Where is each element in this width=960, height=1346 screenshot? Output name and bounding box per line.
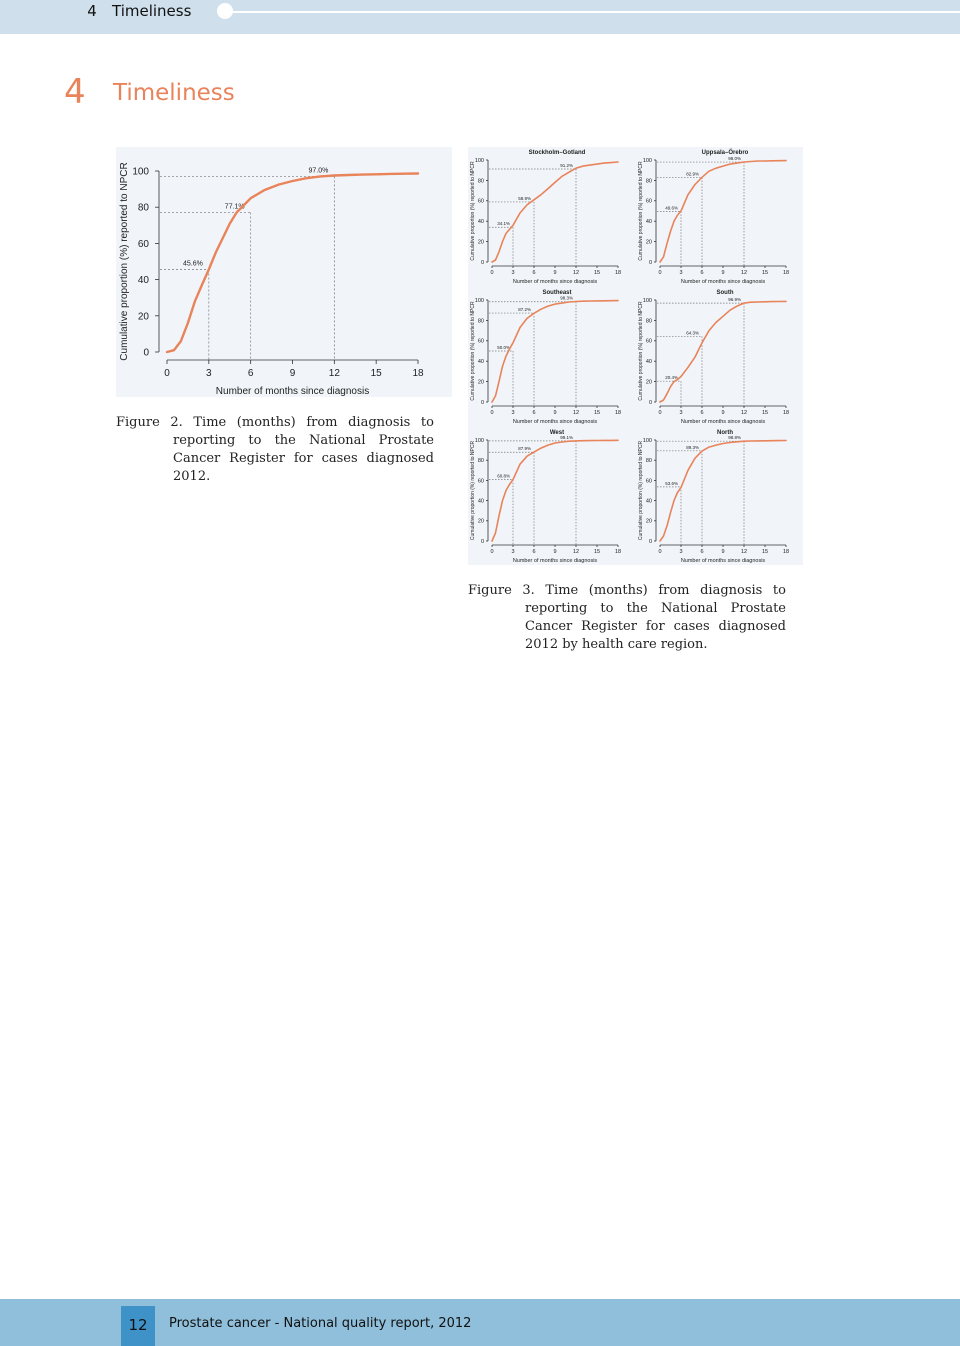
- south-annotation-label: 64.3%: [686, 330, 699, 336]
- south-y-tick-label: 40: [645, 359, 652, 366]
- national-x-tick-label: 9: [289, 368, 296, 379]
- stockholm-gotland-x-tick-label: 0: [490, 270, 494, 276]
- stockholm-gotland-x-tick-label: 18: [614, 270, 622, 276]
- southeast-chart-title: Southeast: [542, 290, 572, 296]
- stockholm-gotland-series-line: [492, 162, 618, 262]
- south-chart-title: South: [716, 290, 734, 296]
- southeast-x-axis-label: Number of months since diagnosis: [512, 419, 598, 425]
- uppsala-orebro-x-tick-label: 15: [761, 270, 769, 276]
- stockholm-gotland-annotation-label: 58.9%: [518, 195, 531, 201]
- south-chart: [638, 290, 789, 425]
- south-annotation-label: 20.4%: [665, 375, 678, 381]
- west-y-tick-label: 20: [477, 518, 484, 525]
- chapter-title: Timeliness: [113, 80, 235, 106]
- west-chart-title: West: [549, 430, 565, 436]
- west-x-tick-label: 6: [532, 549, 536, 555]
- southeast-x-tick-label: 15: [593, 410, 601, 416]
- stockholm-gotland-x-axis-label: Number of months since diagnosis: [512, 279, 598, 285]
- south-x-tick-label: 15: [761, 410, 769, 416]
- north-chart-title: North: [717, 430, 733, 436]
- stockholm-gotland-x-tick-label: 15: [593, 270, 601, 276]
- north-y-tick-label: 100: [642, 437, 652, 444]
- west-annotation-label: 87.9%: [518, 446, 531, 452]
- southeast-annotation-label: 50.0%: [497, 345, 510, 350]
- page-number: 12: [121, 1306, 155, 1346]
- north-x-tick-label: 12: [740, 549, 748, 555]
- national-x-tick-label: 12: [328, 368, 340, 379]
- south-y-tick-label: 20: [645, 379, 652, 386]
- south-y-tick-label: 100: [642, 297, 652, 304]
- west-x-tick-label: 9: [553, 549, 557, 555]
- west-x-tick-label: 18: [614, 549, 622, 555]
- west-x-tick-label: 3: [511, 549, 515, 555]
- uppsala-orebro-y-axis-label: Cumulative proportion (%) reported to NPCR: [638, 161, 644, 261]
- figure2-caption-text: Time (months) from diagnosis to reporting to the National Prostate Cancer Register for cases diagnosed 2012.: [173, 415, 434, 484]
- uppsala-orebro-x-tick-label: 9: [721, 270, 725, 276]
- stockholm-gotland-x-tick-label: 9: [553, 270, 557, 276]
- national-x-tick-label: 18: [412, 368, 424, 379]
- national-y-tick-label: 60: [137, 238, 149, 250]
- southeast-chart: [470, 290, 621, 425]
- southeast-y-tick-label: 20: [477, 379, 484, 386]
- uppsala-orebro-y-tick-label: 100: [642, 157, 652, 164]
- uppsala-orebro-annotation-label: 82.9%: [686, 171, 699, 177]
- national-annotation-label: 77.1%: [224, 203, 245, 211]
- north-annotation-label: 98.8%: [728, 435, 741, 441]
- west-series-line: [492, 440, 618, 541]
- figure3-label: Figure 3.: [468, 583, 535, 598]
- north-annotation-label: 89.3%: [686, 444, 699, 450]
- southeast-y-tick-label: 60: [477, 338, 484, 345]
- north-series-line: [660, 441, 786, 542]
- south-y-tick-label: 60: [645, 338, 652, 345]
- figure3-caption: [468, 582, 786, 654]
- north-y-axis-label: Cumulative proportion (%) reported to NPCR: [638, 440, 644, 541]
- north-y-tick-label: 20: [645, 518, 652, 525]
- north-x-tick-label: 18: [782, 549, 790, 555]
- southeast-annotation-label: 98.3%: [560, 295, 573, 301]
- national-y-tick-label: 40: [137, 275, 149, 287]
- southeast-y-axis-label: Cumulative proportion (%) reported to NPCR: [470, 301, 476, 401]
- stockholm-gotland-y-tick-label: 0: [480, 259, 484, 266]
- west-annotation-label: 99.1%: [560, 434, 573, 440]
- west-y-tick-label: 40: [477, 498, 484, 505]
- national-annotation-label: 45.6%: [182, 260, 203, 268]
- southeast-x-tick-label: 0: [490, 410, 494, 416]
- national-x-tick-label: 0: [164, 368, 170, 379]
- north-y-tick-label: 0: [648, 538, 652, 545]
- south-x-tick-label: 0: [658, 410, 662, 416]
- south-y-tick-label: 0: [648, 399, 652, 406]
- west-y-tick-label: 60: [477, 478, 484, 485]
- national-x-tick-label: 6: [247, 368, 254, 379]
- west-x-axis-label: Number of months since diagnosis: [512, 558, 598, 564]
- national-y-tick-label: 0: [143, 347, 149, 359]
- north-x-tick-label: 6: [700, 549, 704, 555]
- charts-canvas: [0, 0, 960, 600]
- southeast-y-tick-label: 100: [474, 297, 484, 304]
- uppsala-orebro-x-tick-label: 6: [700, 270, 704, 276]
- south-series-line: [660, 301, 786, 402]
- uppsala-orebro-x-tick-label: 18: [782, 270, 790, 276]
- national-x-tick-label: 15: [370, 368, 382, 379]
- uppsala-orebro-y-tick-label: 0: [648, 259, 652, 266]
- figure2-caption: [116, 414, 434, 486]
- stockholm-gotland-y-tick-label: 20: [477, 239, 484, 246]
- stockholm-gotland-annotation-label: 91.2%: [560, 162, 573, 168]
- west-y-tick-label: 80: [477, 458, 484, 465]
- stockholm-gotland-y-tick-label: 40: [477, 219, 484, 226]
- stockholm-gotland-y-tick-label: 60: [477, 198, 484, 205]
- stockholm-gotland-chart-title: Stockholm–Gotland: [528, 150, 586, 156]
- national-x-axis-label: Number of months since diagnosis: [215, 386, 370, 397]
- south-y-tick-label: 80: [645, 318, 652, 325]
- north-chart: [638, 430, 789, 564]
- stockholm-gotland-x-tick-label: 12: [572, 270, 580, 276]
- west-x-tick-label: 0: [490, 549, 494, 555]
- north-y-tick-label: 40: [645, 498, 652, 505]
- header-chapter-title: Timeliness: [112, 2, 192, 20]
- west-chart: [470, 430, 621, 564]
- west-x-tick-label: 15: [593, 549, 601, 555]
- uppsala-orebro-y-tick-label: 60: [645, 198, 652, 205]
- south-x-tick-label: 3: [679, 410, 683, 416]
- national-y-tick-label: 20: [137, 311, 149, 323]
- north-x-tick-label: 3: [679, 549, 683, 555]
- stockholm-gotland-chart: [470, 150, 621, 285]
- national-chart: [119, 162, 424, 397]
- southeast-annotation-label: 87.2%: [518, 307, 531, 313]
- uppsala-orebro-x-tick-label: 0: [658, 270, 662, 276]
- stockholm-gotland-y-tick-label: 100: [474, 157, 484, 164]
- north-x-tick-label: 9: [721, 549, 725, 555]
- south-x-tick-label: 12: [740, 410, 748, 416]
- southeast-x-tick-label: 6: [532, 410, 536, 416]
- uppsala-orebro-x-axis-label: Number of months since diagnosis: [680, 279, 766, 285]
- southeast-x-tick-label: 12: [572, 410, 580, 416]
- west-y-axis-label: Cumulative proportion (%) reported to NPCR: [470, 440, 476, 541]
- southeast-y-tick-label: 0: [480, 399, 484, 406]
- uppsala-orebro-x-tick-label: 12: [740, 270, 748, 276]
- uppsala-orebro-annotation-label: 98.0%: [728, 156, 741, 162]
- south-y-axis-label: Cumulative proportion (%) reported to NPCR: [638, 301, 644, 401]
- north-x-axis-label: Number of months since diagnosis: [680, 558, 766, 564]
- southeast-x-tick-label: 3: [511, 410, 515, 416]
- uppsala-orebro-y-tick-label: 20: [645, 239, 652, 246]
- header-chapter-number: 4: [87, 2, 97, 20]
- uppsala-orebro-y-tick-label: 80: [645, 178, 652, 185]
- stockholm-gotland-y-tick-label: 80: [477, 178, 484, 185]
- national-y-tick-label: 80: [137, 202, 149, 214]
- stockholm-gotland-x-tick-label: 3: [511, 270, 515, 276]
- southeast-y-tick-label: 80: [477, 318, 484, 325]
- south-x-tick-label: 9: [721, 410, 725, 416]
- national-y-tick-label: 100: [132, 166, 149, 178]
- uppsala-orebro-chart-title: Uppsala–Örebro: [701, 150, 749, 156]
- stockholm-gotland-annotation-label: 34.1%: [497, 221, 510, 227]
- national-x-tick-label: 3: [206, 368, 212, 379]
- south-annotation-label: 96.9%: [728, 297, 741, 303]
- uppsala-orebro-annotation-label: 49.6%: [665, 205, 678, 211]
- south-x-axis-label: Number of months since diagnosis: [680, 419, 766, 425]
- southeast-x-tick-label: 9: [553, 410, 557, 416]
- chapter-number: 4: [64, 72, 86, 112]
- north-annotation-label: 53.6%: [665, 480, 678, 486]
- north-y-tick-label: 80: [645, 458, 652, 465]
- figure2-label: Figure 2.: [116, 415, 183, 430]
- south-x-tick-label: 18: [782, 410, 790, 416]
- south-x-tick-label: 6: [700, 410, 704, 416]
- southeast-y-tick-label: 40: [477, 359, 484, 366]
- stockholm-gotland-y-axis-label: Cumulative proportion (%) reported to NPCR: [470, 161, 476, 261]
- north-x-tick-label: 0: [658, 549, 662, 555]
- national-y-axis-label: Cumulative proportion (%) reported to NPCR: [119, 162, 130, 361]
- southeast-x-tick-label: 18: [614, 410, 622, 416]
- west-y-tick-label: 0: [480, 538, 484, 545]
- stockholm-gotland-x-tick-label: 6: [532, 270, 536, 276]
- west-annotation-label: 60.8%: [497, 473, 510, 479]
- national-series-line: [167, 174, 418, 353]
- uppsala-orebro-y-tick-label: 40: [645, 219, 652, 226]
- west-y-tick-label: 100: [474, 437, 484, 444]
- national-annotation-label: 97.0%: [308, 167, 329, 175]
- footer-report-title: Prostate cancer - National quality report, 2012: [169, 1316, 472, 1331]
- north-x-tick-label: 15: [761, 549, 769, 555]
- figure3-caption-text: Time (months) from diagnosis to reporting to the National Prostate Cancer Register for cases diagnosed 2012 by health care region.: [525, 583, 786, 652]
- west-x-tick-label: 12: [572, 549, 580, 555]
- uppsala-orebro-x-tick-label: 3: [679, 270, 683, 276]
- north-y-tick-label: 60: [645, 478, 652, 485]
- uppsala-orebro-chart: [638, 149, 789, 285]
